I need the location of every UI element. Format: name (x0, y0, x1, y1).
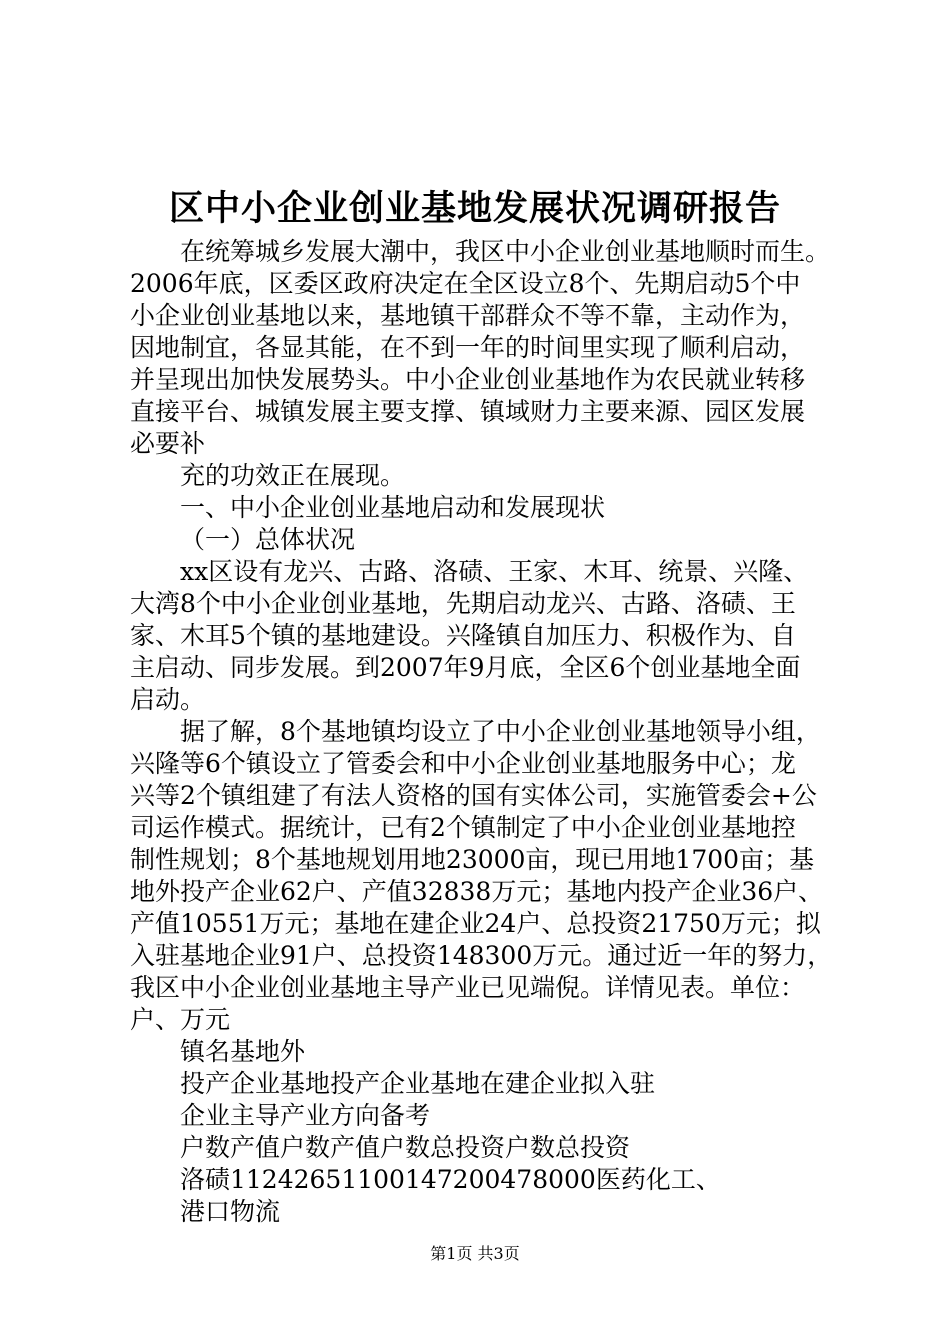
paragraph-line: 司运作模式。据统计，已有2个镇制定了中小企业创业基地控 (130, 813, 796, 842)
paragraph-line: 必要补 (130, 429, 206, 458)
paragraph-line: xx区设有龙兴、古路、洛碛、王家、木耳、统景、兴隆、 (180, 557, 809, 586)
paragraph-line: 主启动、同步发展。到2007年9月底，全区6个创业基地全面 (130, 653, 801, 682)
paragraph-line: 小企业创业基地以来，基地镇干部群众不等不靠，主动作为， (130, 301, 806, 330)
paragraph-line: 启动。 (130, 685, 206, 714)
paragraph-line: （一）总体状况 (180, 525, 356, 554)
paragraph-line: 港口物流 (180, 1197, 281, 1226)
paragraph-line: 充的功效正在展现。 (180, 461, 406, 490)
paragraph-line: 大湾8个中小企业创业基地，先期启动龙兴、古路、洛碛、王 (130, 589, 796, 618)
paragraph-line: 投产企业基地投产企业基地在建企业拟入驻 (180, 1069, 656, 1098)
paragraph-line: 镇名基地外 (180, 1037, 306, 1066)
paragraph-line: 户、万元 (130, 1005, 231, 1034)
paragraph-line: 入驻基地企业91户、总投资148300万元。通过近一年的努力， (130, 941, 833, 970)
paragraph-line: 兴等2个镇组建了有法人资格的国有实体公司，实施管委会+公 (130, 781, 817, 810)
paragraph-line: 并呈现出加快发展势头。中小企业创业基地作为农民就业转移 (130, 365, 806, 394)
page-footer: 第1页 共3页 (430, 1244, 520, 1263)
document-title: 区中小企业创业基地发展状况调研报告 (168, 188, 781, 229)
paragraph-line: 洛碛11242651100147200478000医药化工、 (180, 1165, 721, 1194)
paragraph-line: 户数产值户数产值户数总投资户数总投资 (180, 1133, 631, 1162)
paragraph-line: 兴隆等6个镇设立了管委会和中小企业创业基地服务中心；龙 (130, 749, 796, 778)
paragraph-line: 制性规划；8个基地规划用地23000亩，现已用地1700亩；基 (130, 845, 815, 874)
paragraph-line: 产值10551万元；基地在建企业24户、总投资21750万元；拟 (130, 909, 821, 938)
paragraph-line: 在统筹城乡发展大潮中，我区中小企业创业基地顺时而生。 (180, 237, 831, 266)
paragraph-line: 地外投产企业62户、产值32838万元；基地内投产企业36户、 (130, 877, 824, 906)
paragraph-line: 直接平台、城镇发展主要支撑、镇域财力主要来源、园区发展 (130, 397, 806, 426)
paragraph-line: 一、中小企业创业基地启动和发展现状 (180, 493, 606, 522)
paragraph-line: 2006年底，区委区政府决定在全区设立8个、先期启动5个中 (130, 269, 801, 298)
paragraph-line: 据了解，8个基地镇均设立了中小企业创业基地领导小组， (180, 717, 821, 746)
paragraph-line: 因地制宜，各显其能，在不到一年的时间里实现了顺利启动， (130, 333, 806, 362)
paragraph-line: 企业主导产业方向备考 (180, 1101, 431, 1130)
paragraph-line: 我区中小企业创业基地主导产业已见端倪。详情见表。单位： (130, 973, 806, 1002)
paragraph-line: 家、木耳5个镇的基地建设。兴隆镇自加压力、积极作为、自 (130, 621, 796, 650)
